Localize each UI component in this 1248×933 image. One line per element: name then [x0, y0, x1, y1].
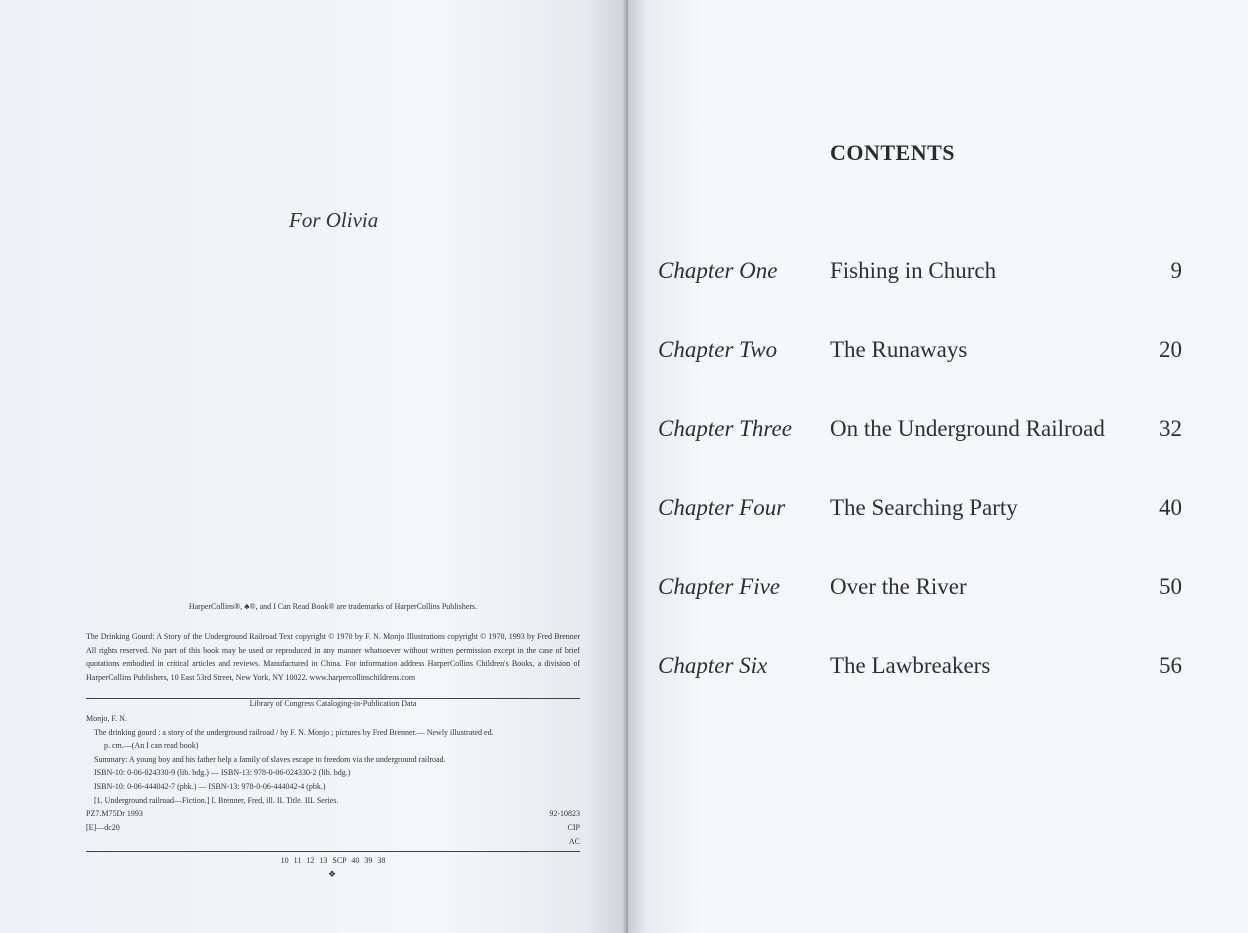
toc-row [658, 495, 1188, 525]
toc-chapter-label: Chapter Six [658, 653, 768, 678]
toc-page-number: 20 [1159, 337, 1182, 362]
cip-lccn: 92-10823 [549, 809, 580, 818]
publisher-logo-icon: ❖ [328, 869, 337, 879]
toc-chapter-label: Chapter Three [658, 416, 792, 441]
cip-title: The drinking gourd : a story of the underground railroad / by F. N. Monjo ; pictures by Fred Brenner.— Newly illustrated ed. [94, 728, 494, 737]
toc-row [658, 574, 1188, 604]
printing-line: 10 11 12 13 SCP 40 39 38 [280, 856, 386, 865]
cip-mark: CIP [567, 823, 580, 832]
toc-page-number: 56 [1159, 653, 1182, 678]
toc-chapter-title: The Searching Party [830, 495, 1018, 520]
toc-chapter-label: Chapter Four [658, 495, 786, 520]
toc-chapter-title: Fishing in Church [830, 258, 997, 283]
toc-row [658, 653, 1188, 683]
toc-row [658, 258, 1188, 288]
cip-author: Monjo, F. N. [86, 714, 127, 723]
cip-isbn-1: ISBN-10: 0-06-024330-9 (lib. bdg.) — ISBN-13: 978-0-06-024330-2 (lib. bdg.) [94, 768, 351, 777]
toc-chapter-title: On the Underground Railroad [830, 416, 1105, 441]
cip-physical: p. cm.—(An I can read book) [104, 741, 199, 750]
toc-chapter-title: The Runaways [830, 337, 968, 362]
toc-chapter-label: Chapter One [658, 258, 778, 283]
toc-chapter-title: The Lawbreakers [830, 653, 991, 678]
trademark-notice: HarperCollins®, ♣®, and I Can Read Book® are trademarks of HarperCollins Publishers. [188, 602, 478, 611]
cip-heading: Library of Congress Cataloging-in-Publication Data [249, 699, 417, 708]
toc-row [658, 416, 1188, 446]
copyright-notice: The Drinking Gourd: A Story of the Underground Railroad Text copyright © 1970 by F. N. Monjo Illustrations copyright © 1970, 1993 by Fred Brenner All rights reserved. No part of this book may be used or reproduced in any manner whatsoever without written permission except in the case of brief quotations embodied in critical articles and reviews. Manufactured in China. For information address HarperCollins Children's Books, a division of HarperCollins Publishers, 10 East 53rd Street, New York, NY 10022. www.harpercollinschildrens.com [86, 632, 580, 682]
cip-summary: Summary: A young boy and his father help a family of slaves escape to freedom via the underground railroad. [94, 755, 446, 764]
ac-mark: AC [568, 837, 580, 846]
cip-call-number: PZ7.M75Dr 1993 [86, 809, 143, 818]
toc-page-number: 32 [1159, 416, 1182, 441]
toc-page-number: 50 [1159, 574, 1182, 599]
contents-heading: CONTENTS [830, 140, 956, 165]
toc-row [658, 337, 1188, 367]
dedication: For Olivia [289, 208, 379, 232]
toc-chapter-title: Over the River [830, 574, 967, 599]
toc-chapter-label: Chapter Five [658, 574, 780, 599]
cip-subjects: [1. Underground railroad—Fiction.] I. Brenner, Fred, ill. II. Title. III. Series. [94, 796, 339, 805]
cip-dewey: [E]—dc20 [86, 823, 120, 832]
cip-bottom-rule [86, 851, 580, 852]
toc-page-number: 9 [1170, 258, 1182, 283]
toc-chapter-label: Chapter Two [658, 337, 778, 362]
cip-isbn-2: ISBN-10: 0-06-444042-7 (pbk.) — ISBN-13: 978-0-06-444042-4 (pbk.) [94, 782, 326, 791]
toc-page-number: 40 [1159, 495, 1182, 520]
